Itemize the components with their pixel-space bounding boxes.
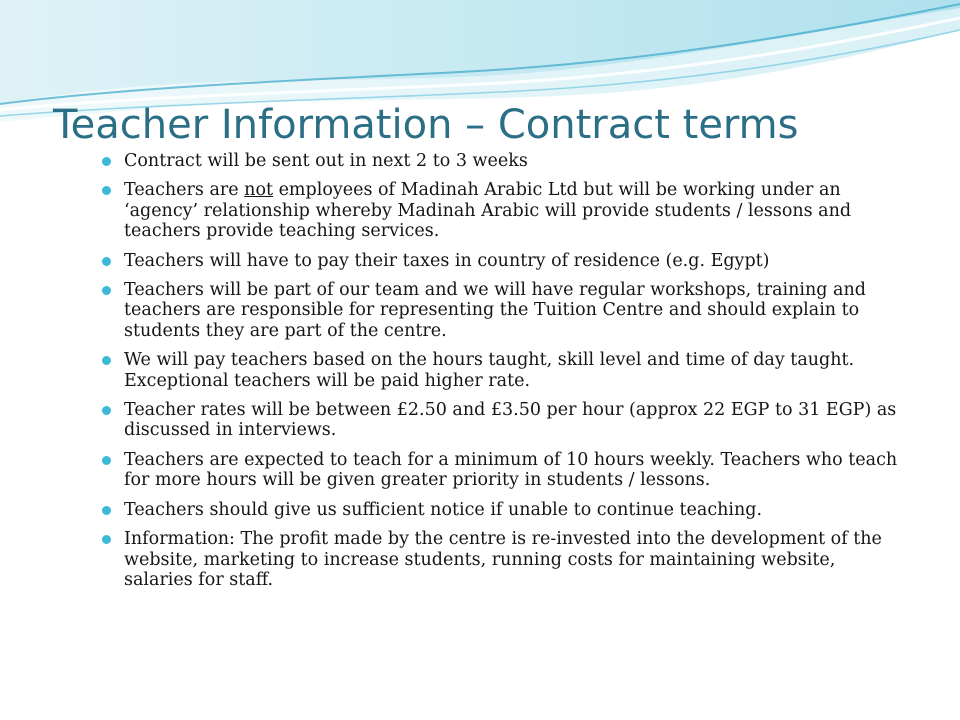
list-item bbox=[102, 280, 902, 341]
bullet-text-end: employees of Madinah Arabic Ltd but will be working under an ‘agency’ relationship whereby Madinah Arabic will provide students / lessons and teachers provide teaching services. bbox=[124, 180, 852, 242]
underlined-word: not bbox=[244, 180, 274, 201]
bullet-text: Information: The profit made by the centre is re-invested into the development of the website, marketing to increase students, running costs for maintaining website, salaries for staff. bbox=[124, 529, 882, 590]
bullet-text: Contract will be sent out in next 2 to 3 weeks bbox=[124, 151, 528, 171]
list-item bbox=[102, 450, 902, 491]
list-item bbox=[102, 400, 902, 441]
bullet-text-start: Teachers are bbox=[124, 180, 245, 201]
list-item bbox=[102, 350, 902, 391]
bullet-text: Teachers are expected to teach for a minimum of 10 hours weekly. Teachers who teach for more hours will be given greater priority in students / lessons. bbox=[124, 449, 898, 491]
list-item bbox=[102, 529, 902, 590]
list-item bbox=[102, 500, 902, 520]
list-item bbox=[102, 180, 902, 241]
bullet-list bbox=[102, 151, 902, 599]
bullet-text: Teachers should give us sufficient notice if unable to continue teaching. bbox=[124, 499, 763, 520]
bullet-text: Teacher rates will be between £2.50 and £3.50 per hour (approx 22 EGP to 31 EGP) as discussed in interviews. bbox=[124, 400, 897, 441]
list-item bbox=[102, 151, 902, 171]
bullet-text: We will pay teachers based on the hours taught, skill level and time of day taught. Exceptional teachers will be paid higher rate. bbox=[124, 350, 855, 391]
slide-title: Teacher Information – Contract terms bbox=[53, 102, 799, 148]
bullet-text: Teachers will be part of our team and we will have regular workshops, training and teachers are responsible for representing the Tuition Centre and should explain to students they are part of the centre. bbox=[124, 280, 866, 341]
bullet-text: Teachers will have to pay their taxes in country of residence (e.g. Egypt) bbox=[124, 250, 770, 271]
list-item bbox=[102, 251, 902, 271]
